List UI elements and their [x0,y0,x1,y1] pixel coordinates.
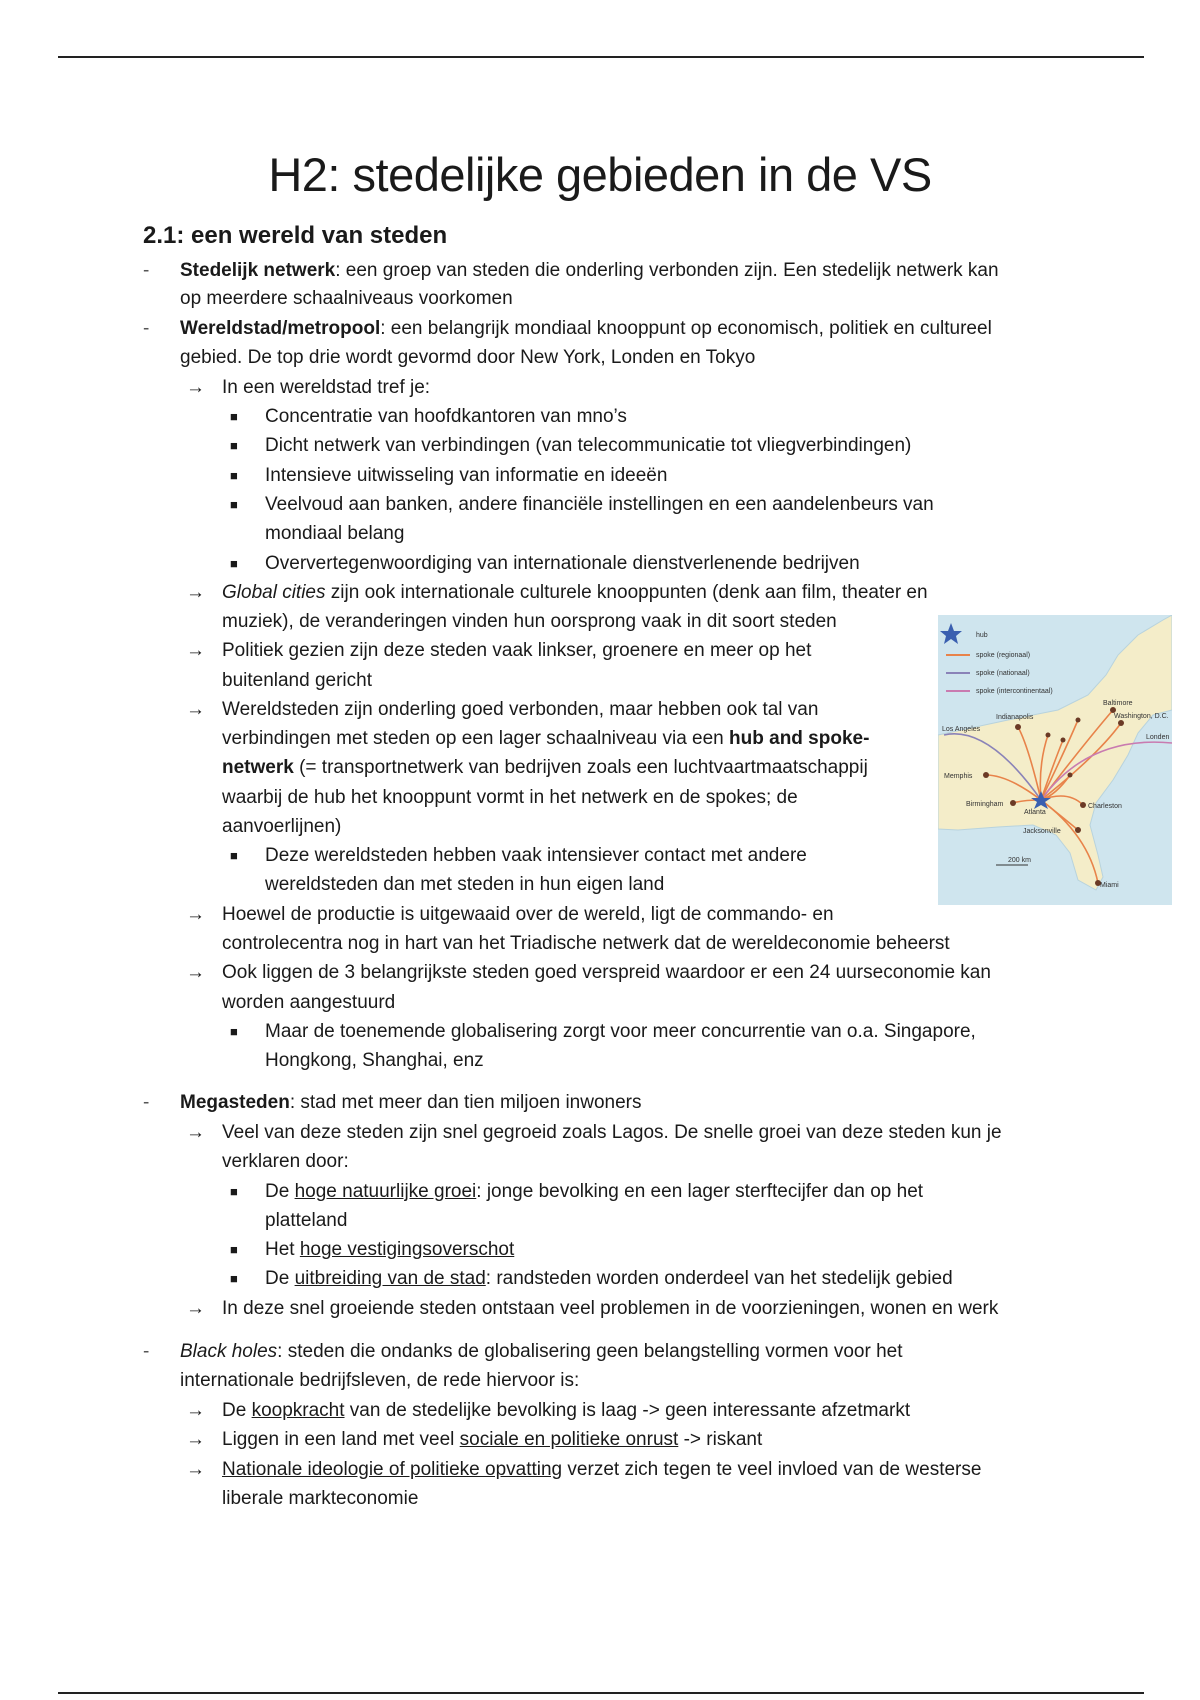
onrust: Liggen in een land met veel sociale en politieke onrust -> riskant [222,1429,763,1450]
label-baltimore: Baltimore [1103,700,1133,707]
square-bullet: ■ [230,1242,238,1257]
black-holes-line1: Black holes: steden die ondanks de globalisering geen belangstelling vormen voor het [180,1341,903,1362]
label-indianapolis: Indianapolis [996,714,1034,721]
legend-hub: hub [976,632,988,639]
square-bullet: ■ [230,1184,238,1199]
square-bullet: ■ [230,1271,238,1286]
hub-spoke-line2: verbindingen met steden op een lager schaalniveau via een hub and spoke- [222,728,870,749]
arrow-bullet: → [186,962,205,983]
term-wereldstad: Wereldstad/metropool [180,318,381,339]
wereldstad-sub-5: Oververtegenwoordiging van internationale dienstverlenende bedrijven [265,553,860,574]
dash-bullet: - [143,260,150,281]
megasteden-line1: Megasteden: stad met meer dan tien miljoen inwoners [180,1092,642,1113]
ideologie-line2: liberale markteconomie [222,1488,419,1509]
term-megasteden: Megasteden [180,1092,290,1113]
arrow-bullet: → [186,640,205,661]
hub-spoke-line4: waarbij de hub het knooppunt vormt in het netwerk en de spokes; de [222,787,798,808]
productie-line2: controlecentra nog in hart van het Triadische netwerk dat de wereldeconomie beheerst [222,933,950,954]
header-rule [58,56,1144,58]
city-dot [1046,733,1051,738]
hub-spoke-line5: aanvoerlijnen) [222,816,342,837]
legend [940,623,1053,695]
section-heading: 2.1: een wereld van steden [143,222,448,249]
scale-bar [996,857,1031,865]
vestigingsoverschot: Het hoge vestigingsoverschot [265,1239,515,1260]
hub-spoke-map-svg [938,615,1172,905]
square-bullet: ■ [230,848,238,863]
arrow-bullet: → [186,1298,205,1319]
square-bullet: ■ [230,409,238,424]
city-dot-washington [1118,720,1124,726]
city-dot [1076,718,1081,723]
page-title: H2: stedelijke gebieden in de VS [268,148,932,201]
uitbreiding-stad: De uitbreiding van de stad: randsteden worden onderdeel van het stedelijk gebied [265,1268,953,1289]
arrow-bullet: → [186,1429,205,1450]
land-mass [938,615,1172,890]
megasteden-problemen: In deze snel groeiende steden ontstaan veel problemen in de voorzieningen, wonen en werk [222,1298,999,1319]
globalisering-line2: Hongkong, Shanghai, enz [265,1050,484,1071]
wereldstad-sub-2: Dicht netwerk van verbindingen (van telecommunicatie tot vliegverbindingen) [265,435,912,456]
megasteden-groei-line1: Veel van deze steden zijn snel gegroeid zoals Lagos. De snelle groei van deze steden kun je [222,1122,1002,1143]
wereldstad-sub-4-line1: Veelvoud aan banken, andere financiële instellingen en een aandelenbeurs van [265,494,934,515]
productie-line1: Hoewel de productie is uitgewaaid over de wereld, ligt de commando- en [222,904,834,925]
koopkracht: De koopkracht van de stedelijke bevolking is laag -> geen interessante afzetmarkt [222,1400,911,1421]
global-cities-line2: muziek), de veranderingen vinden hun oorsprong vaak in dit soort steden [222,611,837,632]
wereldstad-line1: Wereldstad/metropool: een belangrijk mondiaal knooppunt op economisch, politiek en cultureel [180,318,992,339]
wereldstad-sub-3: Intensieve uitwisseling van informatie en ideeën [265,465,668,486]
hub-spoke-line3: netwerk (= transportnetwerk van bedrijven zoals een luchtvaartmaatschappij [222,757,868,778]
legend-regionaal: spoke (regionaal) [976,652,1031,659]
label-charleston: Charleston [1088,803,1122,810]
label-jacksonville: Jacksonville [1023,828,1061,835]
arrow-bullet: → [186,904,205,925]
wereldstad-line2: gebied. De top drie wordt gevormd door New York, Londen en Tokyo [180,347,756,368]
stedelijk-netwerk-line2: op meerdere schaalniveaus voorkomen [180,288,513,309]
footer-rule [58,1692,1144,1694]
label-los-angeles: Los Angeles [942,726,981,733]
square-bullet: ■ [230,1024,238,1039]
city-dot-charleston [1080,802,1086,808]
term-stedelijk-netwerk: Stedelijk netwerk [180,260,336,281]
square-bullet: ■ [230,556,238,571]
city-dot-birmingham [1010,800,1016,806]
ideologie-line1: Nationale ideologie of politieke opvatting verzet zich tegen te veel invloed van de westerse [222,1459,982,1480]
megasteden-groei-line2: verklaren door: [222,1151,349,1172]
politiek-line2: buitenland gericht [222,670,372,691]
term-black-holes: Black holes [180,1341,278,1362]
arrow-bullet: → [186,582,205,603]
city-dot-indianapolis [1015,724,1021,730]
city-dot [1061,738,1066,743]
steden-verspreid-line1: Ook liggen de 3 belangrijkste steden goed verspreid waardoor er een 24 uurseconomie kan [222,962,991,983]
label-washington: Washington, D.C. [1114,713,1169,720]
wereldstad-sub-4-line2: mondiaal belang [265,523,405,544]
arrow-bullet: → [186,699,205,720]
city-dot [1068,773,1073,778]
label-birmingham: Birmingham [966,801,1004,808]
steden-verspreid-line2: worden aangestuurd [222,992,396,1013]
dash-bullet: - [143,1092,150,1113]
black-holes-line2: internationale bedrijfsleven, de rede hiervoor is: [180,1370,580,1391]
label-londen: Londen [1146,734,1170,741]
square-bullet: ■ [230,468,238,483]
square-bullet: ■ [230,497,238,512]
politiek-line1: Politiek gezien zijn deze steden vaak linkser, groenere en meer op het [222,640,812,661]
dash-bullet: - [143,318,150,339]
global-cities-line1: Global cities zijn ook internationale culturele knooppunten (denk aan film, theater en [222,582,928,603]
square-bullet: ■ [230,438,238,453]
natuurlijke-groei-line1: De hoge natuurlijke groei: jonge bevolking en een lager sterftecijfer dan op het [265,1181,924,1202]
city-dot-jacksonville [1075,827,1081,833]
wereldstad-sub-1: Concentratie van hoofdkantoren van mno’s [265,406,627,427]
dash-bullet: - [143,1341,150,1362]
hub-spoke-sub-line2: wereldsteden dan met steden in hun eigen land [265,874,665,895]
arrow-bullet: → [186,1122,205,1143]
wereldstad-item-1: In een wereldstad tref je: [222,377,431,398]
natuurlijke-groei-line2: platteland [265,1210,348,1231]
term-global-cities: Global cities [222,582,326,603]
arrow-bullet: → [186,377,205,398]
label-memphis: Memphis [944,773,973,780]
hub-spoke-line1: Wereldsteden zijn onderling goed verbonden, maar hebben ook tal van [222,699,819,720]
hub-spoke-sub-line1: Deze wereldsteden hebben vaak intensiever contact met andere [265,845,807,866]
globalisering-line1: Maar de toenemende globalisering zorgt voor meer concurrentie van o.a. Singapore, [265,1021,976,1042]
term-hub-and-spoke: hub and spoke- [729,728,870,749]
city-dot-memphis [983,772,989,778]
hub-star-icon [940,623,962,644]
stedelijk-netwerk-line1: Stedelijk netwerk: een groep van steden die onderling verbonden zijn. Een stedelijk netwerk kan [180,260,999,281]
label-atlanta: Atlanta [1024,809,1046,816]
hub-spoke-map [938,615,1172,905]
scale-label: 200 km [1008,857,1031,864]
legend-intercontinentaal: spoke (intercontinentaal) [976,688,1053,695]
arrow-bullet: → [186,1400,205,1421]
legend-nationaal: spoke (nationaal) [976,670,1030,677]
arrow-bullet: → [186,1459,205,1480]
label-miami: Miami [1100,882,1119,889]
